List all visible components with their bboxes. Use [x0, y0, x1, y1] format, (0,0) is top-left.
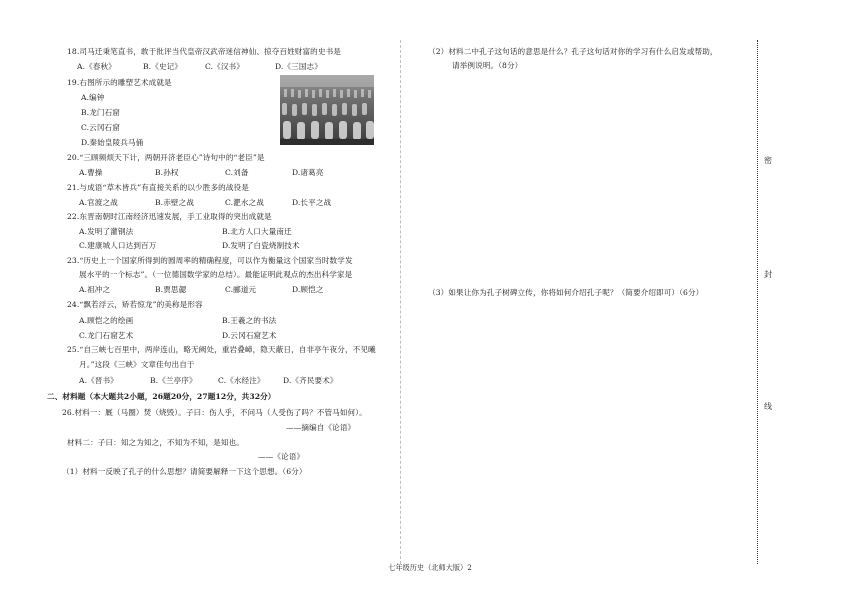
q18-option-b: B.《史记》	[143, 62, 182, 71]
q26-material-2: 材料二：子曰：知之为知之，不知为不知，是知也。	[67, 438, 244, 447]
q23-stem-line2: 展水平的一个标志”。（一位德国数学家的总结）。最能证明此观点的杰出科学家是	[79, 270, 353, 279]
q24-option-a: A.顾恺之的绘画	[79, 316, 134, 325]
q21-option-d: D.长平之战	[292, 198, 332, 207]
q24-option-b: B.王羲之的书法	[222, 316, 277, 325]
q26-part-3-question: （3）如果让你为孔子树碑立传，你将如何介绍孔子呢？（简要介绍即可）（6分）	[428, 288, 704, 297]
q21-option-c: C.淝水之战	[225, 198, 264, 207]
q19-stem: 19.右图所示的雕塑艺术成就是	[67, 78, 172, 87]
q23-option-b: B.贾思勰	[155, 285, 187, 294]
q18-option-a: A.《春秋》	[77, 62, 116, 71]
q22-option-b: B.北方人口大量南迁	[222, 227, 292, 236]
q25-option-b: B.《兰亭序》	[150, 376, 197, 385]
q22-stem: 22.东晋南朝时江南经济迅速发展，手工业取得的突出成就是	[67, 212, 272, 221]
section-2-heading: 二、材料题（本大题共2小题，26题20分，27题12分，共32分）	[47, 392, 276, 401]
q24-stem: 24.“飘若浮云，矫若惊龙”的美称是形容	[67, 300, 203, 309]
q23-option-a: A.祖冲之	[79, 285, 111, 294]
q23-option-c: C.郦道元	[225, 285, 257, 294]
q24-option-c: C.龙门石窟艺术	[79, 331, 134, 340]
q19-option-c: C.云冈石窟	[81, 123, 120, 132]
q26-part-2-question-line1: （2）材料二中孔子这句话的意思是什么？孔子这句话对你的学习有什么启发或帮助，	[428, 47, 718, 56]
q19-option-b: B.龙门石窟	[81, 108, 120, 117]
q20-option-d: D.诸葛亮	[292, 168, 324, 177]
page-footer: 七年级历史（北师大版）2	[388, 563, 472, 572]
q22-option-c: C.建康城人口达到百万	[79, 241, 157, 250]
binding-char-xian: 线	[764, 402, 772, 411]
q18-stem: 18.司马迁秉笔直书，敢于批评当代皇帝汉武帝迷信神仙、掠夺百姓财富的史书是	[67, 47, 341, 56]
q18-option-d: D.《三国志》	[275, 62, 322, 71]
terracotta-warriors-photo	[280, 75, 374, 145]
q25-stem-line2: 月。”这段《三峡》文章佳句出自于	[79, 360, 195, 369]
q26-part-1-question: （1）材料一反映了孔子的什么思想？请简要解释一下这个思想。（6分）	[62, 467, 307, 476]
q26-part-2-question-line2: 请举例说明。（8分）	[452, 61, 523, 70]
q21-stem: 21.与成语“草木皆兵”有直接关系的以少胜多的战役是	[67, 183, 249, 192]
q23-option-d: D.顾恺之	[292, 285, 324, 294]
q21-option-a: A.官渡之战	[79, 198, 118, 207]
q20-option-b: B.孙权	[155, 168, 179, 177]
q24-option-d: D.云冈石窟艺术	[222, 331, 277, 340]
q23-stem-line1: 23.“历史上一个国家所得到的圆周率的精确程度，可以作为衡量这个国家当时数学发	[67, 256, 353, 265]
q20-option-a: A.曹操	[79, 168, 103, 177]
q25-option-a: A.《晋书》	[79, 376, 118, 385]
binding-char-feng: 封	[764, 270, 772, 279]
q19-option-a: A.编钟	[81, 93, 105, 102]
q25-stem-line1: 25.“自三峡七百里中，两岸连山，略无阙处，重岩叠嶂，隐天蔽日，自非亭午夜分，不见曦	[67, 345, 376, 354]
q22-option-a: A.发明了灌钢法	[79, 227, 134, 236]
column-divider	[400, 40, 401, 564]
q26-material-2-source: ——《论语》	[258, 452, 305, 461]
q26-material-1: 26.材料一：厩（马圈）焚（烧毁）。子曰：伤人乎，不问马（人受伤了吗？不管马如何）。	[62, 408, 367, 417]
q20-stem: 20.“三顾频烦天下计，两朝开济老臣心”诗句中的“老臣”是	[67, 153, 265, 162]
q19-option-d: D.秦始皇陵兵马俑	[81, 138, 144, 147]
q21-option-b: B.赤壁之战	[155, 198, 194, 207]
binding-line	[757, 40, 758, 564]
q20-option-c: C.刘备	[225, 168, 249, 177]
q25-option-d: D.《齐民要术》	[283, 376, 338, 385]
q26-material-1-source: ——摘编自《论语》	[286, 423, 356, 432]
q18-option-c: C.《汉书》	[205, 62, 244, 71]
q25-option-c: C.《水经注》	[218, 376, 265, 385]
q22-option-d: D.发明了白瓷烧制技术	[222, 241, 300, 250]
binding-char-mi: 密	[764, 156, 772, 165]
